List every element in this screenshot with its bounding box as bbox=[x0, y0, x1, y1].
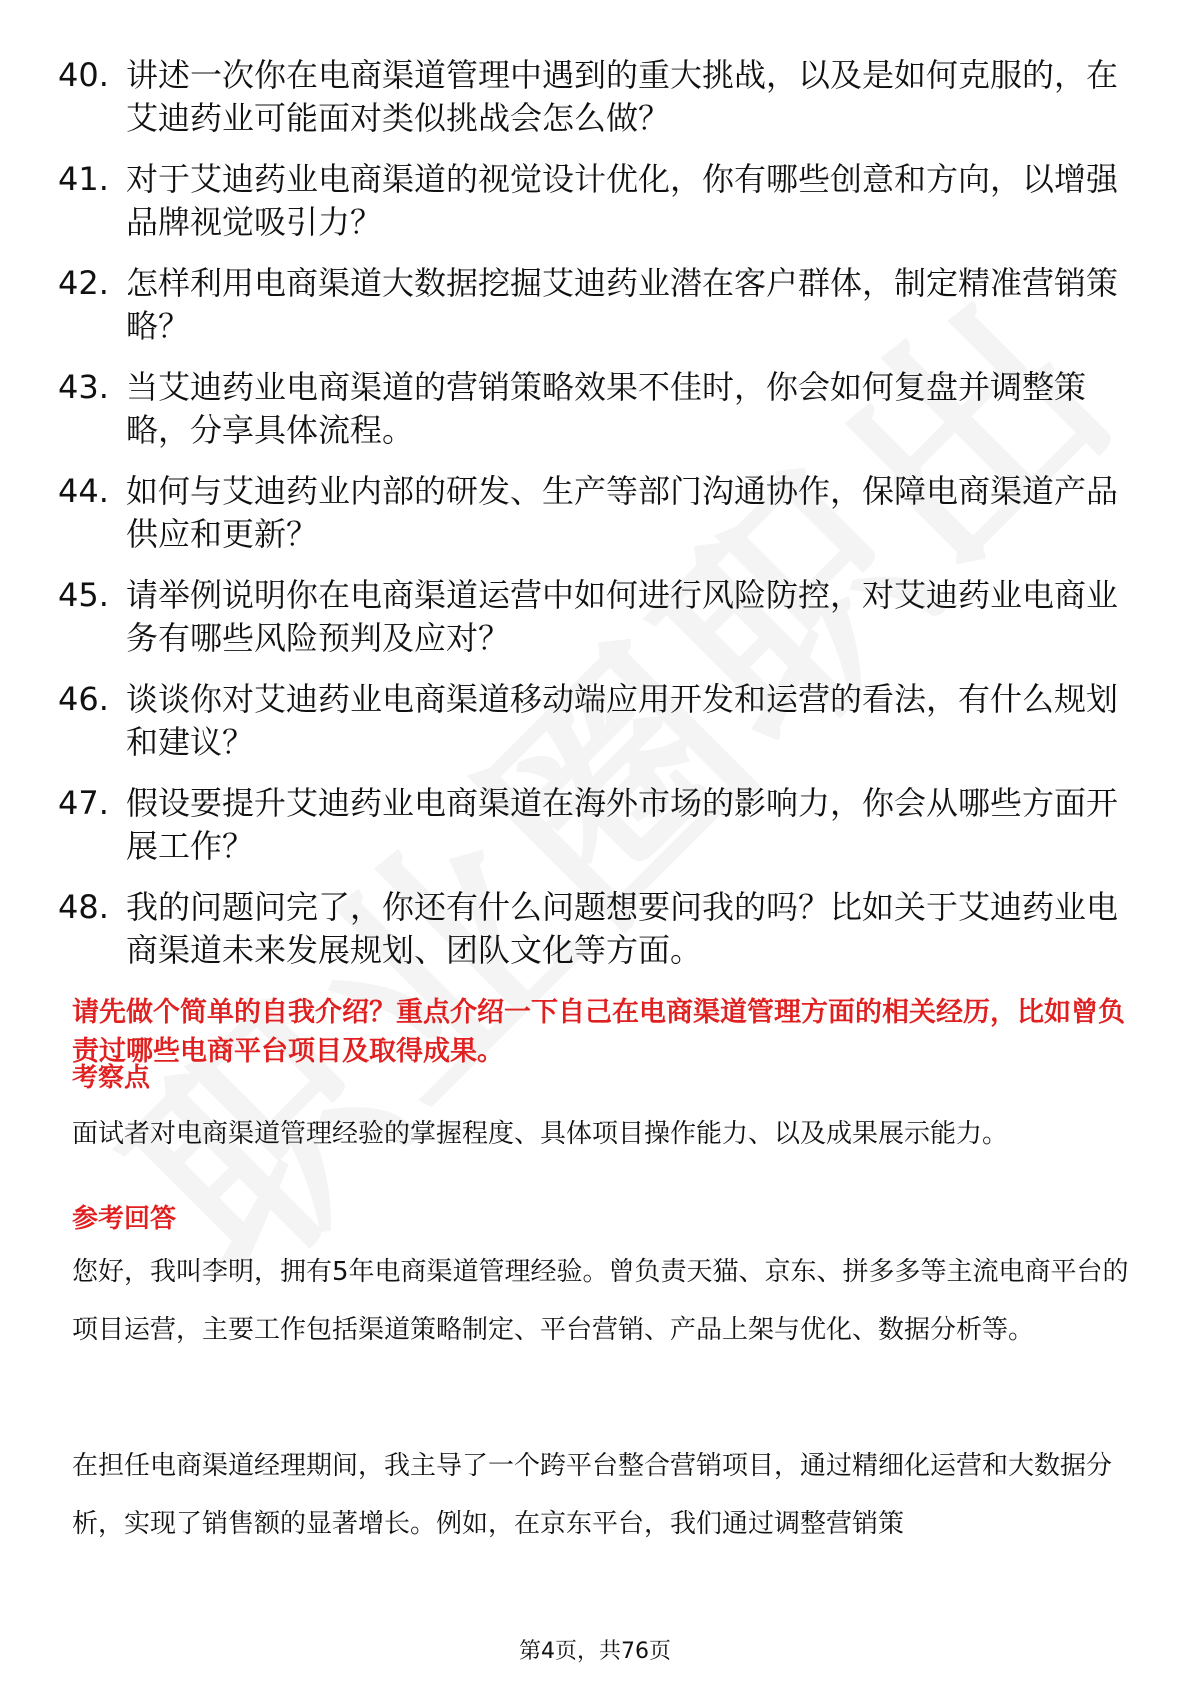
question-text: 怎样利用电商渠道大数据挖掘艾迪药业潜在客户群体，制定精准营销策略？ bbox=[126, 264, 1119, 345]
question-number: 44. bbox=[58, 472, 109, 510]
question-number: 47. bbox=[58, 784, 109, 822]
question-item bbox=[58, 782, 1138, 868]
question-text: 假设要提升艾迪药业电商渠道在海外市场的影响力，你会从哪些方面开展工作？ bbox=[126, 784, 1119, 865]
question-item bbox=[58, 158, 1138, 244]
question-item bbox=[58, 678, 1138, 764]
answer-paragraph-1: 您好，我叫李明，拥有5年电商渠道管理经验。曾负责天猫、京东、拼多多等主流电商平台的项目运营，主要工作包括渠道策略制定、平台营销、产品上架与优化、数据分析等。 bbox=[72, 1257, 1129, 1345]
inspect-label: 考察点 bbox=[72, 1063, 151, 1093]
question-item bbox=[58, 54, 1138, 140]
question-item bbox=[58, 574, 1138, 660]
question-text: 当艾迪药业电商渠道的营销策略效果不佳时，你会如何复盘并调整策略，分享具体流程。 bbox=[126, 368, 1087, 449]
question-number: 48. bbox=[58, 888, 109, 926]
inspect-text: 面试者对电商渠道管理经验的掌握程度、具体项目操作能力、以及成果展示能力。 bbox=[72, 1119, 1009, 1149]
question-text: 谈谈你对艾迪药业电商渠道移动端应用开发和运营的看法，有什么规划和建议？ bbox=[126, 680, 1119, 761]
question-number: 46. bbox=[58, 680, 109, 718]
highlight-question: 请先做个简单的自我介绍？重点介绍一下自己在电商渠道管理方面的相关经历，比如曾负责过哪些电商平台项目及取得成果。 bbox=[72, 997, 1125, 1067]
page-footer: 第4页，共76页 bbox=[519, 1639, 671, 1664]
question-number: 43. bbox=[58, 368, 109, 406]
answer-label: 参考回答 bbox=[72, 1204, 177, 1234]
question-item bbox=[58, 470, 1138, 556]
question-text: 我的问题问完了，你还有什么问题想要问我的吗？比如关于艾迪药业电商渠道未来发展规划、团队文化等方面。 bbox=[126, 888, 1119, 969]
question-number: 41. bbox=[58, 160, 109, 198]
question-number: 45. bbox=[58, 576, 109, 614]
question-number: 40. bbox=[58, 56, 109, 94]
question-item bbox=[58, 886, 1138, 972]
question-item bbox=[58, 366, 1138, 452]
answer-paragraph-2: 在担任电商渠道经理期间，我主导了一个跨平台整合营销项目，通过精细化运营和大数据分析，实现了销售额的显著增长。例如，在京东平台，我们通过调整营销策 bbox=[72, 1451, 1113, 1539]
question-list bbox=[58, 54, 1138, 990]
question-item bbox=[58, 262, 1138, 348]
question-text: 请举例说明你在电商渠道运营中如何进行风险防控，对艾迪药业电商业务有哪些风险预判及应对？ bbox=[126, 576, 1119, 657]
question-text: 如何与艾迪药业内部的研发、生产等部门沟通协作，保障电商渠道产品供应和更新？ bbox=[126, 472, 1119, 553]
question-number: 42. bbox=[58, 264, 109, 302]
question-text: 对于艾迪药业电商渠道的视觉设计优化，你有哪些创意和方向，以增强品牌视觉吸引力？ bbox=[126, 160, 1119, 241]
question-text: 讲述一次你在电商渠道管理中遇到的重大挑战，以及是如何克服的，在艾迪药业可能面对类似挑战会怎么做？ bbox=[126, 56, 1119, 137]
